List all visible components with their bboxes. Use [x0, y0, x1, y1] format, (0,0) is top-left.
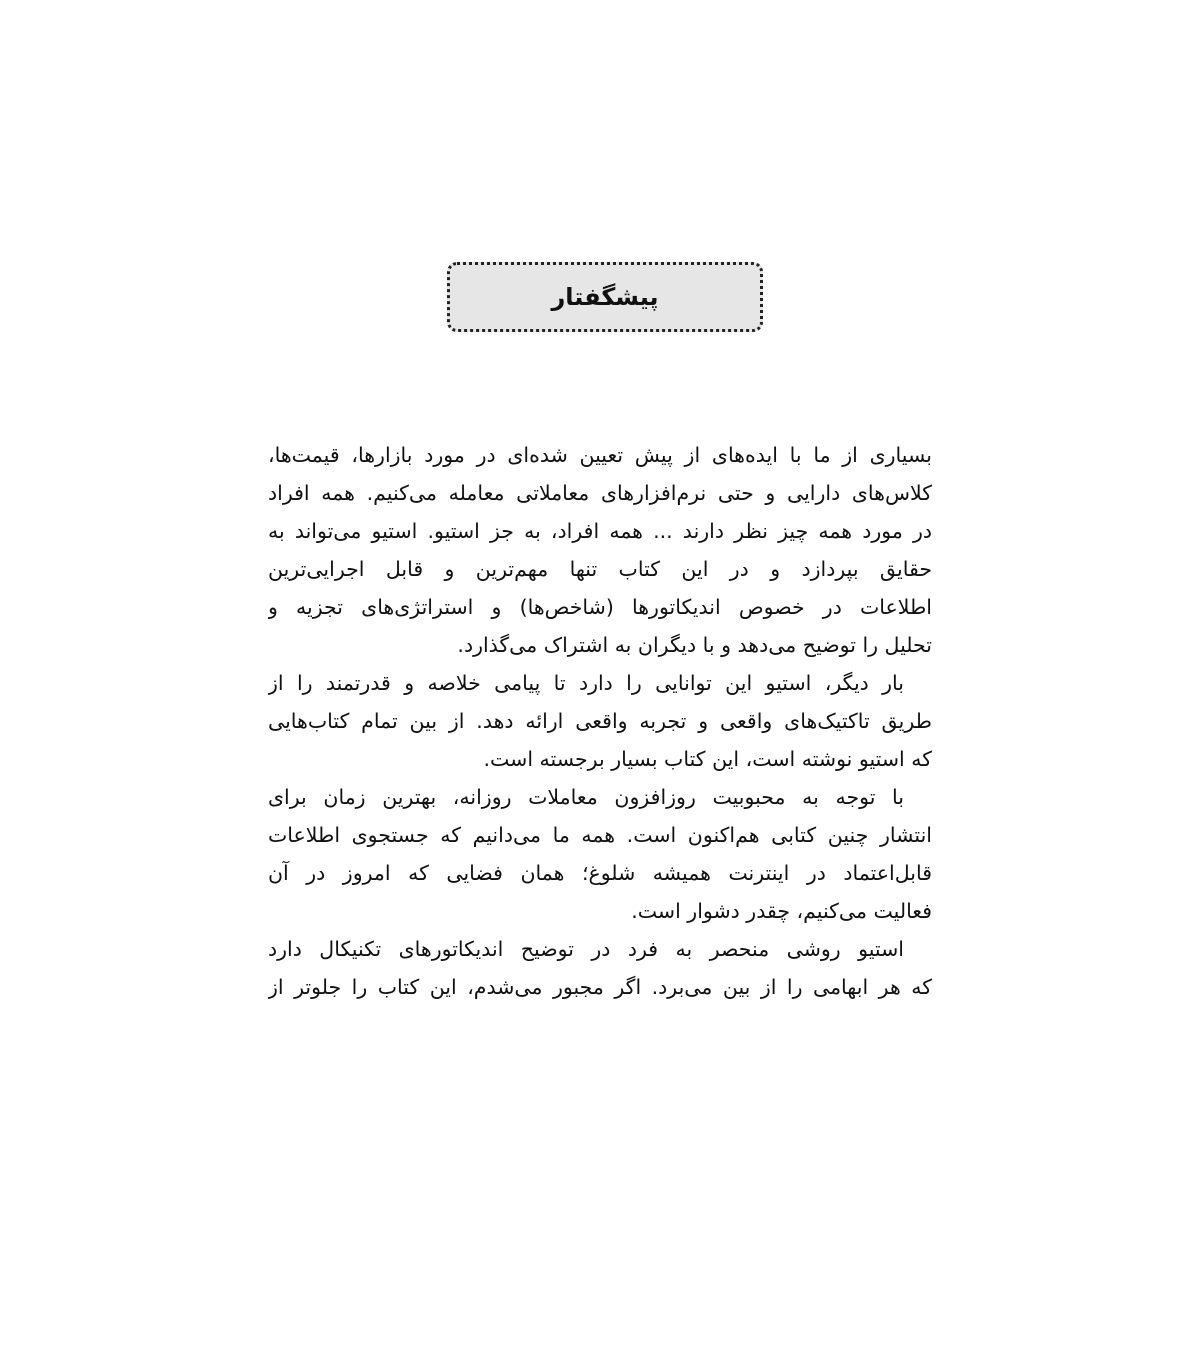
paragraph-2-line-3: که استیو نوشته است، این کتاب بسیار برجسته است. [483, 747, 932, 771]
body-text [268, 436, 932, 1006]
paragraph-4-line-2: که هر ابهامی را از بین می‌برد. اگر مجبور می‌شدم، این کتاب را جلوتر از [268, 975, 932, 999]
paragraph-3-line-2: انتشار چنین کتابی هم‌اکنون است. همه ما می‌دانیم که جستجوی اطلاعات [268, 823, 932, 847]
paragraph-4-line-1: استیو روشی منحصر به فرد در توضیح اندیکاتورهای تکنیکال دارد [268, 937, 904, 961]
paragraph-1-line-1: بسیاری از ما با ایده‌های از پیش تعیین شده‌ای در مورد بازارها، قیمت‌ها، [268, 443, 932, 467]
chapter-title-box [447, 262, 763, 332]
paragraph-2-line-2: طریق تاکتیک‌های واقعی و تجربه واقعی ارائه دهد. از بین تمام کتاب‌هایی [268, 709, 932, 733]
paragraph-1-line-5: اطلاعات در خصوص اندیکاتورها (شاخص‌ها) و استراتژی‌های تجزیه و [268, 595, 932, 619]
paragraph-3-line-4: فعالیت می‌کنیم، چقدر دشوار است. [631, 899, 932, 923]
paragraph-1-line-2: کلاس‌های دارایی و حتی نرم‌افزارهای معاملاتی معامله می‌کنیم. همه افراد [268, 481, 932, 505]
paragraph-1-line-6: تحلیل را توضیح می‌دهد و با دیگران به اشتراک می‌گذارد. [457, 633, 932, 657]
paragraph-2-line-1: بار دیگر، استیو این توانایی را دارد تا پیامی خلاصه و قدرتمند را از [268, 671, 904, 695]
chapter-title: پیشگفتار [551, 283, 659, 311]
paragraph-1-line-3: در مورد همه چیز نظر دارند ... همه افراد، به جز استیو. استیو می‌تواند به [268, 519, 932, 543]
paragraph-1-line-4: حقایق بپردازد و در این کتاب تنها مهم‌ترین و قابل اجرایی‌ترین [268, 557, 932, 581]
paragraph-3-line-1: با توجه به محبوبیت روزافزون معاملات روزانه، بهترین زمان برای [268, 785, 904, 809]
paragraph-3-line-3: قابل‌اعتماد در اینترنت همیشه شلوغ؛ همان فضایی که امروز در آن [268, 861, 932, 885]
